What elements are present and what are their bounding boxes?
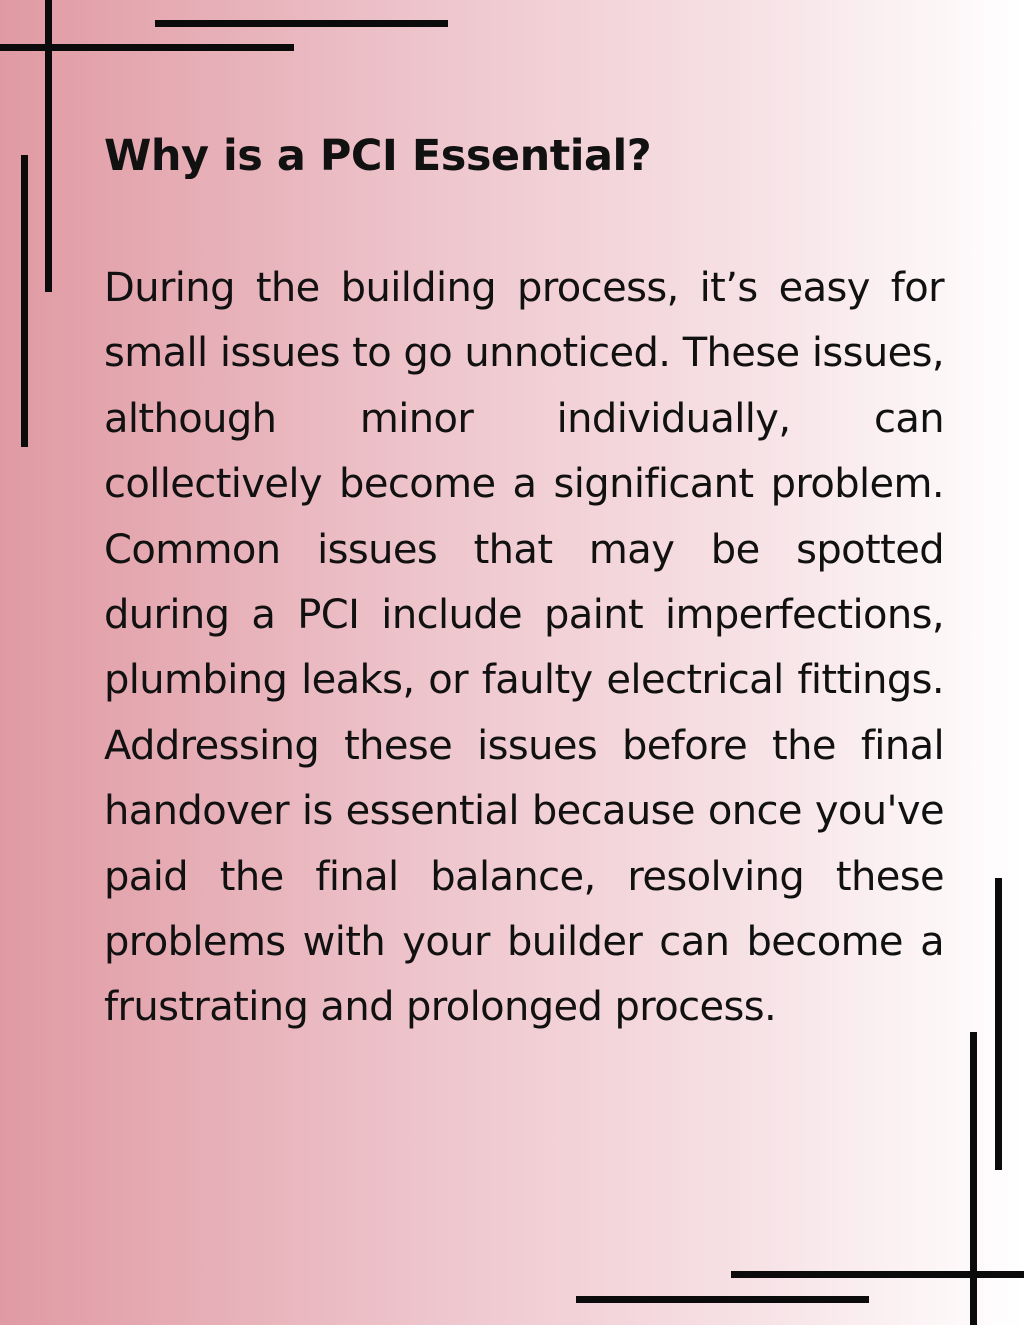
decorative-line-bottom-horizontal-2 — [576, 1296, 869, 1303]
decorative-line-left-vertical-1 — [45, 0, 52, 292]
decorative-line-top-horizontal-1 — [155, 20, 448, 27]
decorative-line-right-vertical-2 — [970, 1032, 977, 1325]
decorative-line-bottom-horizontal-1 — [731, 1271, 1024, 1278]
page-heading: Why is a PCI Essential? — [104, 131, 652, 181]
decorative-line-left-vertical-2 — [21, 155, 28, 447]
decorative-line-right-vertical-1 — [995, 878, 1002, 1170]
content-block — [104, 124, 944, 1041]
body-paragraph: During the building process, it’s easy for small issues to go unnoticed. These issues, although minor individually, can collectively become a significant problem. Common issues that may be spotted during a PCI include paint imperfections, plumbing leaks, or faulty electrical fittings. Addressing these issues before the final handover is essential because once you've paid the final balance, resolving these problems with your builder can become a frustrating and prolonged process. — [104, 265, 944, 1031]
